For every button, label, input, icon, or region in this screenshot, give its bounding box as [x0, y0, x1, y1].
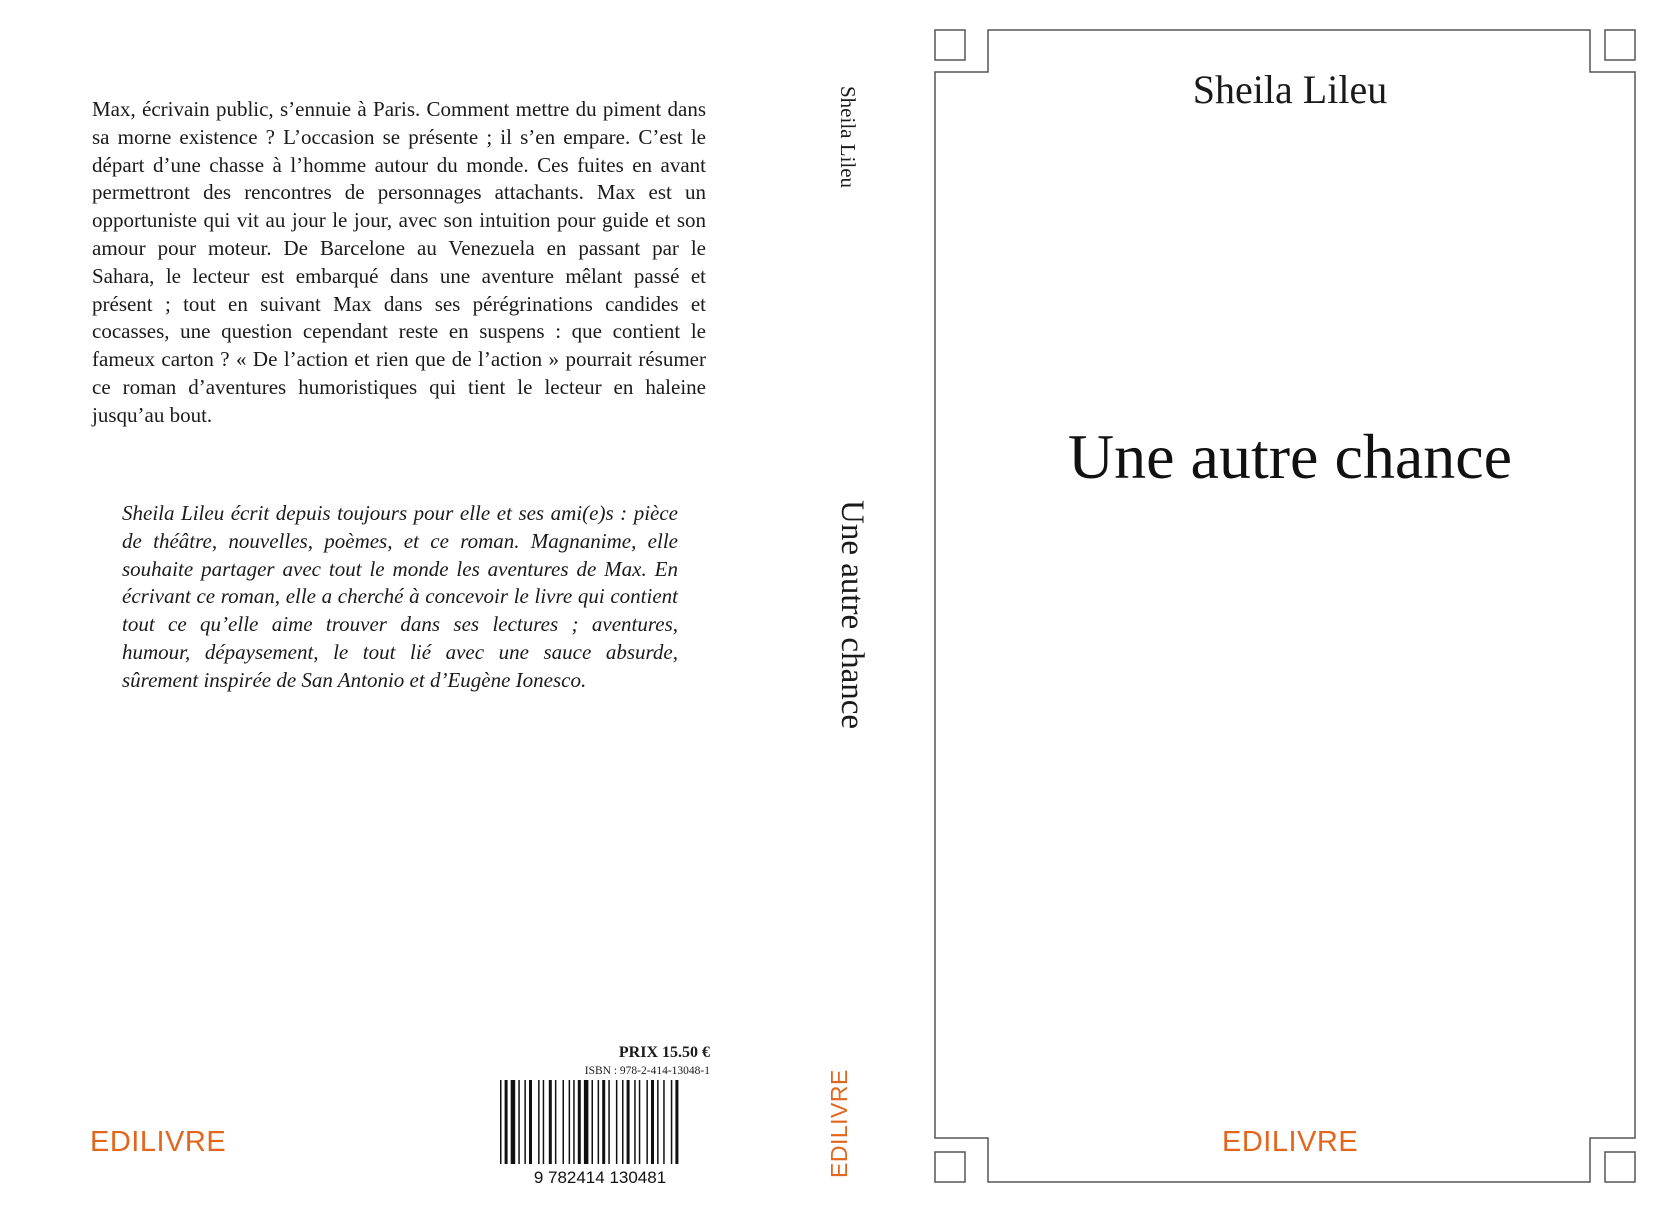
- frame-border: [935, 30, 1635, 1182]
- publisher-logo-back: EDILIVRE: [90, 1126, 227, 1158]
- back-cover-blurb: Max, écrivain public, s’ennuie à Paris. Comment mettre du piment dans sa morne existence ? L’occasion se présente ; il s’en empare. C’est le départ d’une chasse à l’homme autour du monde. Ces fuites en avant permettront des rencontres de personnages attachants. Max est un opportuniste qui vit au jour le jour, avec son intuition pour guide et son amour pour moteur. De Barcelone au Venezuela en passant par le Sahara, le lecteur est embarqué dans une aventure mêlant passé et présent ; tout en suivant Max dans ses pérégrinations candides et cocasses, une question cependant reste en suspens : que contient le fameux carton ? « De l’action et rien que de l’action » pourrait résumer ce roman d’aventures humoristiques qui tient le lecteur en haleine jusqu’au bout.: [92, 97, 706, 427]
- barcode-digits: 9 782414 130481: [533, 1168, 667, 1187]
- price-label: PRIX 15.50 €: [618, 1044, 710, 1061]
- isbn-label: ISBN : 978-2-414-13048-1: [584, 1065, 710, 1077]
- corner-square-bottom-left: [935, 1152, 965, 1182]
- front-title: Une autre chance: [1067, 421, 1513, 492]
- spine-author: Sheila Lileu: [836, 85, 860, 189]
- front-author: Sheila Lileu: [1192, 67, 1388, 112]
- corner-square-bottom-right: [1605, 1152, 1635, 1182]
- publisher-logo-spine: EDILIVRE: [826, 1069, 852, 1178]
- author-bio: Sheila Lileu écrit depuis toujours pour elle et ses ami(e)s : pièce de théâtre, nouvelles, poèmes, et ce roman. Magnanime, elle souhaite partager avec tout le monde les aventures de Max. En écrivant ce roman, elle a cherché à concevoir le livre qui contient tout ce qu’elle aime trouver dans ses lectures ; aventures, humour, dépaysement, le tout lié avec une sauce absurde, sûrement inspirée de San Antonio et d’Eugène Ionesco.: [122, 501, 678, 692]
- corner-square-top-left: [935, 30, 965, 60]
- spine-title: Une autre chance: [834, 500, 870, 730]
- corner-square-top-right: [1605, 30, 1635, 60]
- publisher-logo-front: EDILIVRE: [1222, 1126, 1359, 1158]
